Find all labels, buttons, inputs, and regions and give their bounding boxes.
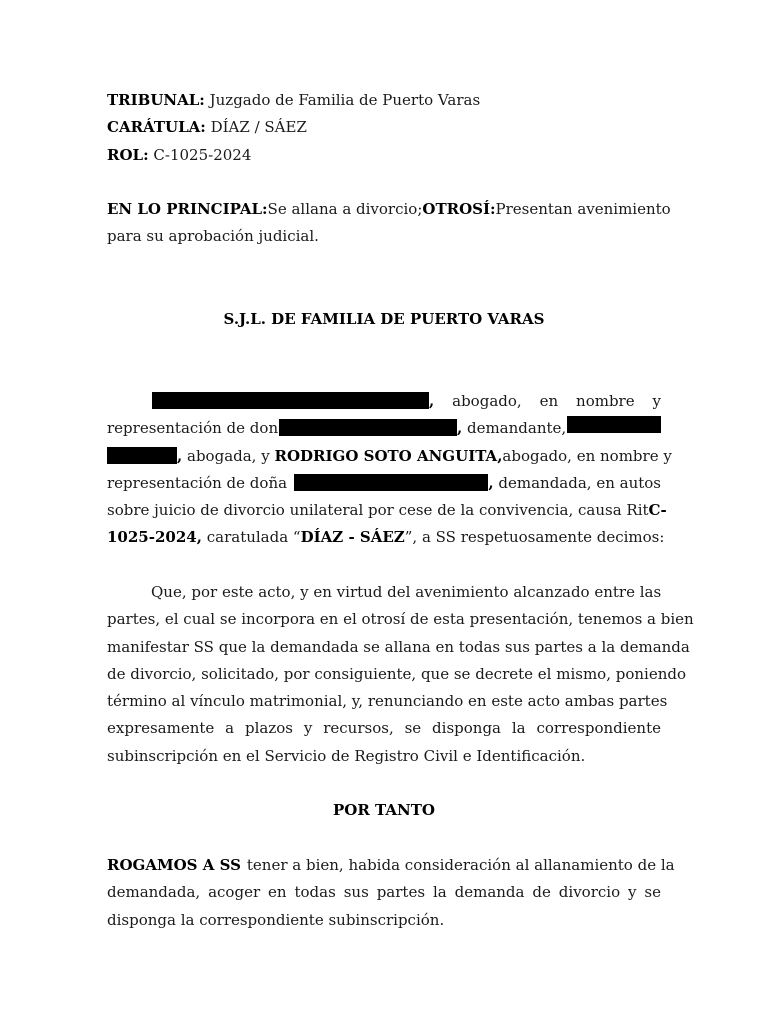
summary-line-2: para su aprobación judicial. [107, 227, 319, 246]
summary-block [107, 196, 671, 251]
intro-word: abogado, [452, 392, 522, 410]
summary-line-1 [107, 196, 671, 223]
redaction-bar [294, 474, 488, 491]
body-line: Que, por este acto, y en virtud del avenimiento alcanzado entre las [151, 583, 662, 601]
intro-line-5 [107, 497, 667, 524]
body-line: término al vínculo matrimonial, y, renunciando en este acto ambas partes [107, 692, 668, 711]
closing-label: ROGAMOS A SS [107, 856, 241, 874]
rol-value: C-1025-2024 [153, 145, 252, 164]
intro-text: sobre juicio de divorcio unilateral por cese de la convivencia, causa Rit [107, 501, 649, 520]
case-caption: DÍAZ - SÁEZ [300, 528, 405, 547]
intro-text: representación de don [107, 419, 279, 438]
lawyer-name: RODRIGO SOTO ANGUITA, [274, 446, 503, 465]
closing-line-3: disponga la correspondiente subinscripción. [107, 910, 445, 929]
intro-word: en [539, 392, 559, 410]
redaction-bar [152, 392, 429, 409]
por-tanto-heading [107, 797, 661, 824]
caratula-value: DÍAZ / SÁEZ [210, 118, 307, 137]
body-line: subinscripción en el Servicio de Registro Civil e Identificación. [107, 746, 586, 765]
intro-line-3: , abogada, y RODRIGO SOTO ANGUITA, abogado, en nombre y [107, 443, 661, 470]
intro-word: nombre [576, 392, 635, 410]
redaction-bar [107, 447, 177, 464]
principal-label: EN LO PRINCIPAL: [107, 200, 268, 218]
body-line: de divorcio, solicitado, por consiguiente, que se decrete el mismo, poniendo [107, 664, 687, 683]
body-paragraph [107, 579, 694, 770]
intro-text: demandada, en autos [498, 473, 661, 492]
intro-paragraph [107, 388, 672, 552]
case-number-part: 1025-2024, [107, 528, 202, 547]
intro-line-1: , abogado, en nombre y [107, 388, 661, 415]
rol-line [107, 142, 661, 169]
case-header [107, 87, 661, 169]
body-line: expresamente a plazos y recursos, se disponga la correspondiente [107, 719, 661, 738]
caratula-label: CARÁTULA: [107, 118, 206, 137]
body-line: partes, el cual se incorpora en el otrosí de esta presentación, tenemos a bien [107, 610, 694, 629]
body-line: manifestar SS que la demandada se allana en todas sus partes a la demanda [107, 637, 690, 656]
redaction-bar [279, 419, 457, 436]
case-number-part: C- [648, 501, 667, 520]
tribunal-value: Juzgado de Familia de Puerto Varas [209, 91, 481, 109]
otrosi-text: Presentan avenimiento [495, 200, 671, 218]
addressee-text: S.J.L. DE FAMILIA DE PUERTO VARAS [223, 310, 545, 328]
intro-line-2: representación de don , demandante, [107, 415, 661, 442]
por-tanto-text: POR TANTO [333, 801, 435, 819]
principal-text: Se allana a divorcio; [267, 200, 423, 218]
rol-label: ROL: [107, 145, 149, 164]
intro-line-6: 1025-2024, caratulada “DÍAZ - SÁEZ”, a SS respetuosamente decimos: [107, 528, 665, 547]
intro-text: demandante, [466, 419, 567, 438]
intro-word: y [652, 392, 661, 410]
tribunal-label: TRIBUNAL: [107, 91, 205, 109]
closing-text: tener a bien, habida consideración al allanamiento de la [246, 856, 675, 874]
addressee [107, 306, 661, 333]
intro-line-4: representación de doña , demandada, en autos [107, 470, 661, 497]
intro-text: abogada, y [187, 446, 270, 465]
otrosi-label: OTROSÍ: [422, 200, 496, 218]
tribunal-line [107, 87, 661, 114]
closing-line-2: demandada, acoger en todas sus partes la demanda de divorcio y se [107, 883, 661, 902]
redaction-bar [567, 416, 661, 433]
closing-line-1 [107, 852, 675, 879]
caratula-line [107, 114, 661, 141]
intro-text: representación de doña [107, 473, 288, 492]
intro-text: abogado, en nombre y [502, 446, 672, 465]
closing-paragraph [107, 852, 675, 934]
